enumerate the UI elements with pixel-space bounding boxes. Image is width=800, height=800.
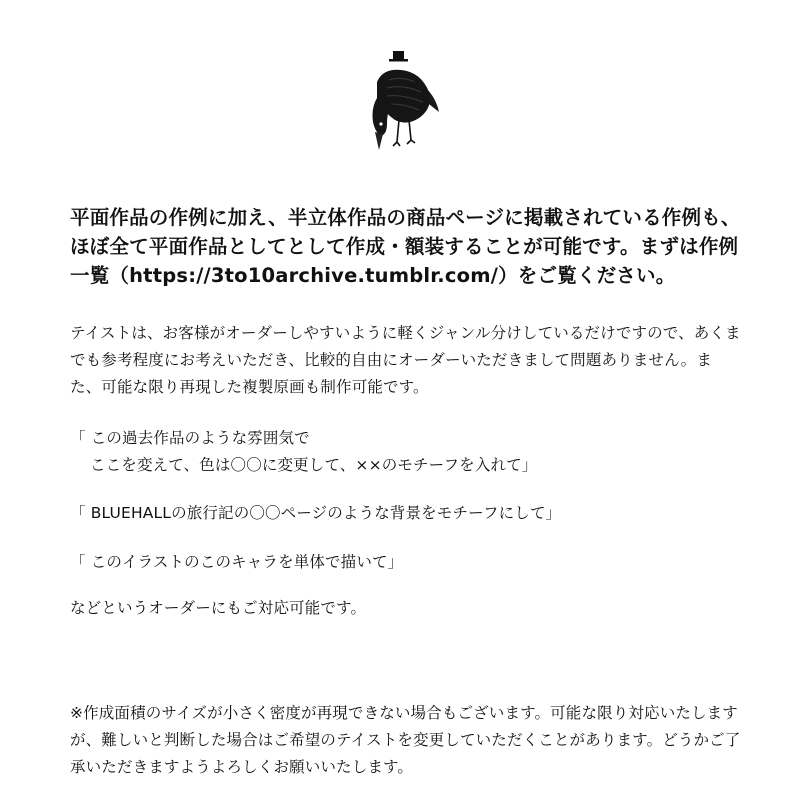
- example-quote-2: 「 BLUEHALLの旅行記の〇〇ページのような背景をモチーフにして」: [70, 504, 562, 522]
- footnote: ※作成面積のサイズが小さく密度が再現できない場合もございます。可能な限り対応いたしますが、難しいと判断した場合はご希望のテイストを変更していただくことがあります。どうかご了承いただきますようよろしくお願いいたします。: [70, 704, 741, 776]
- example-quote-1-line-2: ここを変えて、色は〇〇に変更して、××のモチーフを入れて」: [90, 456, 538, 474]
- example-quote-1: [70, 425, 742, 479]
- closing-text: などというオーダーにもご対応可能です。: [70, 599, 367, 617]
- intro-paragraph: 平面作品の作例に加え、半立体作品の商品ページに掲載されている作例も、ほぼ全て平面作品としてとして作成・額装することが可能です。まずは作例一覧（https://3to10archive.tumblr.com/）をご覧ください。: [70, 206, 741, 287]
- example-quote-1-line-1: 「 この過去作品のような雰囲気で: [70, 429, 310, 447]
- crow-logo-icon: [355, 42, 445, 160]
- example-quote-3: 「 このイラストのこのキャラを単体で描いて」: [70, 553, 404, 571]
- taste-paragraph: テイストは、お客様がオーダーしやすいように軽くジャンル分けしているだけですので、あくまでも参考程度にお考えいただき、比較的自由にオーダーいただきまして問題ありません。また、可能な限り再現した複製原画も制作可能です。: [70, 324, 741, 396]
